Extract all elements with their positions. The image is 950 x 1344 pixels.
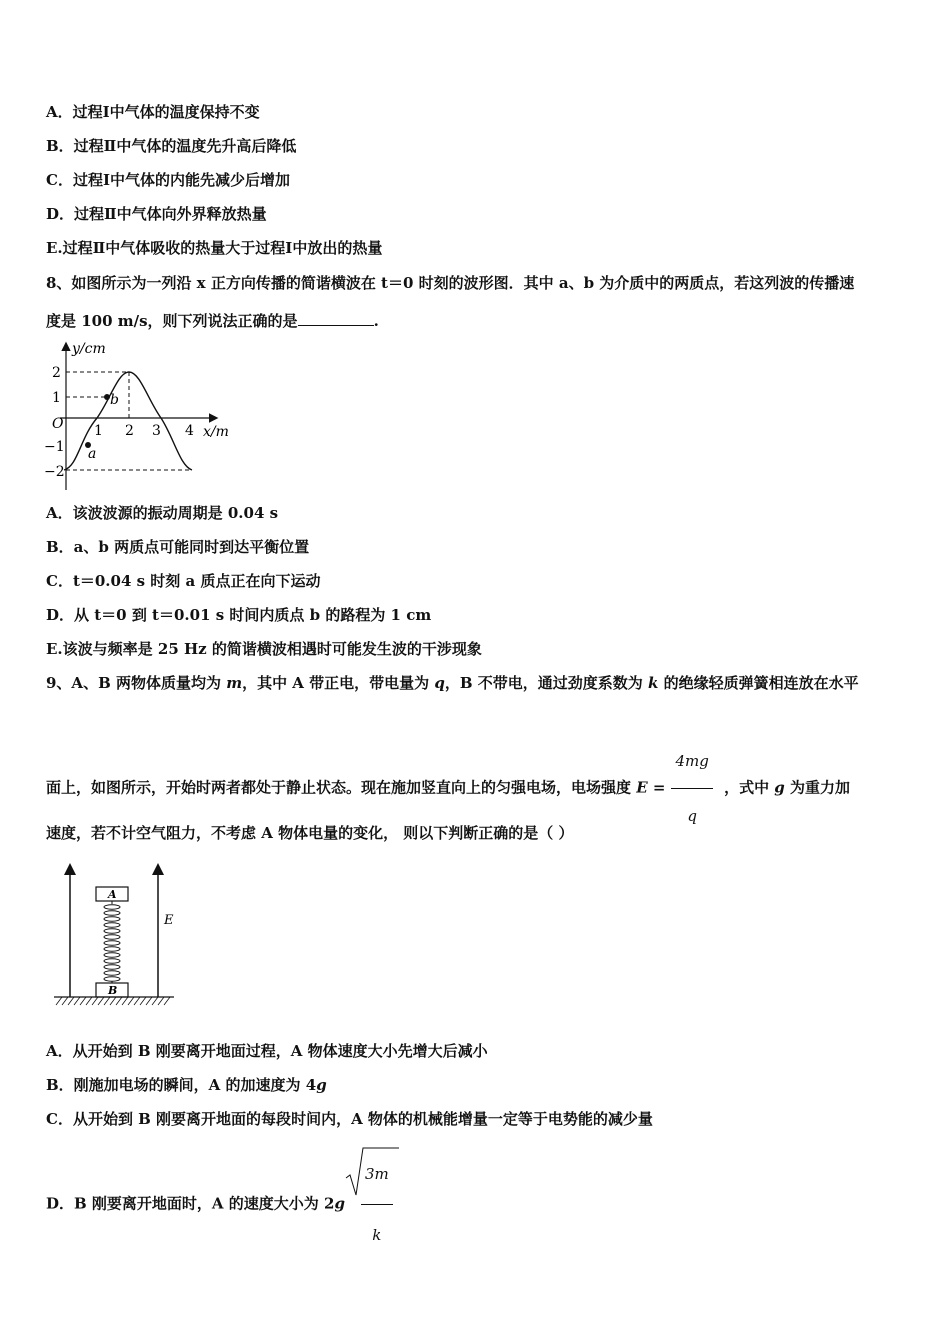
guide-lines — [66, 372, 190, 470]
y-axis-label: y/cm — [72, 341, 106, 357]
wave-graph — [40, 338, 250, 496]
x-axis-label: x/m — [203, 424, 229, 440]
q9-option-d-var: g — [334, 1194, 345, 1213]
x-tick-4: 4 — [185, 423, 194, 439]
spring-coils — [104, 901, 120, 983]
y-tick-minus-1: −1 — [44, 439, 65, 455]
origin-label: O — [52, 416, 64, 432]
fraction-denominator: q — [687, 807, 697, 825]
q9-option-a: A．从开始到 B 刚要离开地面过程，A 物体速度大小先增大后减小 — [46, 1042, 488, 1060]
q9-option-b — [46, 1075, 906, 1095]
q7-option-c: C．过程Ⅰ中气体的内能先减少后增加 — [46, 171, 290, 189]
var-k: k — [648, 674, 659, 692]
x-tick-3: 3 — [152, 423, 161, 439]
q7-option-e: E.过程Ⅱ中气体吸收的热量大于过程Ⅰ中放出的热量 — [46, 239, 383, 257]
y-tick-minus-2: −2 — [44, 464, 65, 480]
q9-option-d — [46, 1146, 906, 1263]
var-m: m — [226, 674, 243, 692]
var-q: q — [434, 674, 445, 692]
q8-option-c: C．t＝0.04 s 时刻 a 质点正在向下运动 — [46, 572, 321, 590]
ground-hatching — [56, 997, 170, 1005]
q9-text-2c: 为重力加 — [784, 778, 851, 797]
q8-option-d: D．从 t＝0 到 t＝0.01 s 时间内质点 b 的路程为 1 cm — [46, 606, 432, 624]
q9-option-b-var: g — [316, 1076, 327, 1094]
q7-option-b: B．过程Ⅱ中气体的温度先升高后降低 — [46, 137, 297, 155]
sqrt-expression — [345, 1146, 393, 1263]
var-g: g — [774, 778, 785, 797]
q9-option-b-text: B．刚施加电场的瞬间，A 的加速度为 4 — [46, 1076, 317, 1094]
q8-stem-line1: 8、如图所示为一列沿 x 正方向传播的简谐横波在 t＝0 时刻的波形图．其中 a、b 为介质中的两质点，若这列波的传播速 — [46, 274, 855, 292]
block-a-label: A — [108, 888, 117, 901]
sqrt-sign — [345, 1146, 399, 1198]
sqrt-numerator: 3m — [361, 1146, 393, 1205]
q9-text-2a: 面上，如图所示，开始时两者都处于静止状态。现在施加竖直向上的匀强电场，电场强度 — [46, 778, 637, 797]
q8-stem-end: . — [373, 312, 379, 330]
q9-text-2b: ，式中 — [718, 778, 775, 797]
q8-stem-line2 — [46, 311, 906, 331]
answer-blank — [298, 311, 374, 326]
q9-option-d-text: D．B 刚要离开地面时，A 的速度大小为 2 — [46, 1194, 335, 1213]
q8-option-a: A．该波波源的振动周期是 0.04 s — [46, 504, 279, 522]
field-equation-label: E = — [636, 778, 666, 797]
block-b-label: B — [108, 984, 118, 997]
q7-option-d: D．过程Ⅱ中气体向外界释放热量 — [46, 205, 267, 223]
q9-text-1c: ，B 不带电，通过劲度系数为 — [444, 674, 649, 692]
q8-stem-text: 度是 100 m/s，则下列说法正确的是 — [46, 312, 298, 330]
q8-option-b: B．a、b 两质点可能同时到达平衡位置 — [46, 538, 310, 556]
field-label: E — [164, 913, 174, 928]
q9-stem-line1 — [46, 673, 906, 693]
q9-text-1b: ，其中 A 带正电，带电量为 — [242, 674, 435, 692]
point-a-label: a — [88, 446, 97, 462]
x-tick-2: 2 — [125, 423, 134, 439]
y-tick-1: 1 — [52, 390, 61, 406]
q9-stem-line3: 速度，若不计空气阻力，不考虑 A 物体电量的变化， 则以下判断正确的是（ ） — [46, 824, 574, 842]
fraction-numerator: 4mg — [671, 736, 712, 789]
y-tick-2: 2 — [52, 365, 61, 381]
q9-text-1a: 9、A、B 两物体质量均为 — [46, 674, 227, 692]
q8-option-e: E.该波与频率是 25 Hz 的简谐横波相遇时可能发生波的干涉现象 — [46, 640, 482, 658]
point-b-label: b — [110, 392, 119, 408]
spring-figure — [52, 860, 176, 1012]
q9-option-c: C．从开始到 B 刚要离开地面的每段时间内，A 物体的机械能增量一定等于电势能的减少量 — [46, 1110, 653, 1128]
q9-text-1d: 的绝缘轻质弹簧相连放在水平 — [658, 674, 859, 692]
wave-curve — [64, 372, 192, 470]
x-tick-1: 1 — [94, 423, 103, 439]
q7-option-a: A．过程Ⅰ中气体的温度保持不变 — [46, 103, 260, 121]
sqrt-denominator: k — [372, 1226, 382, 1244]
